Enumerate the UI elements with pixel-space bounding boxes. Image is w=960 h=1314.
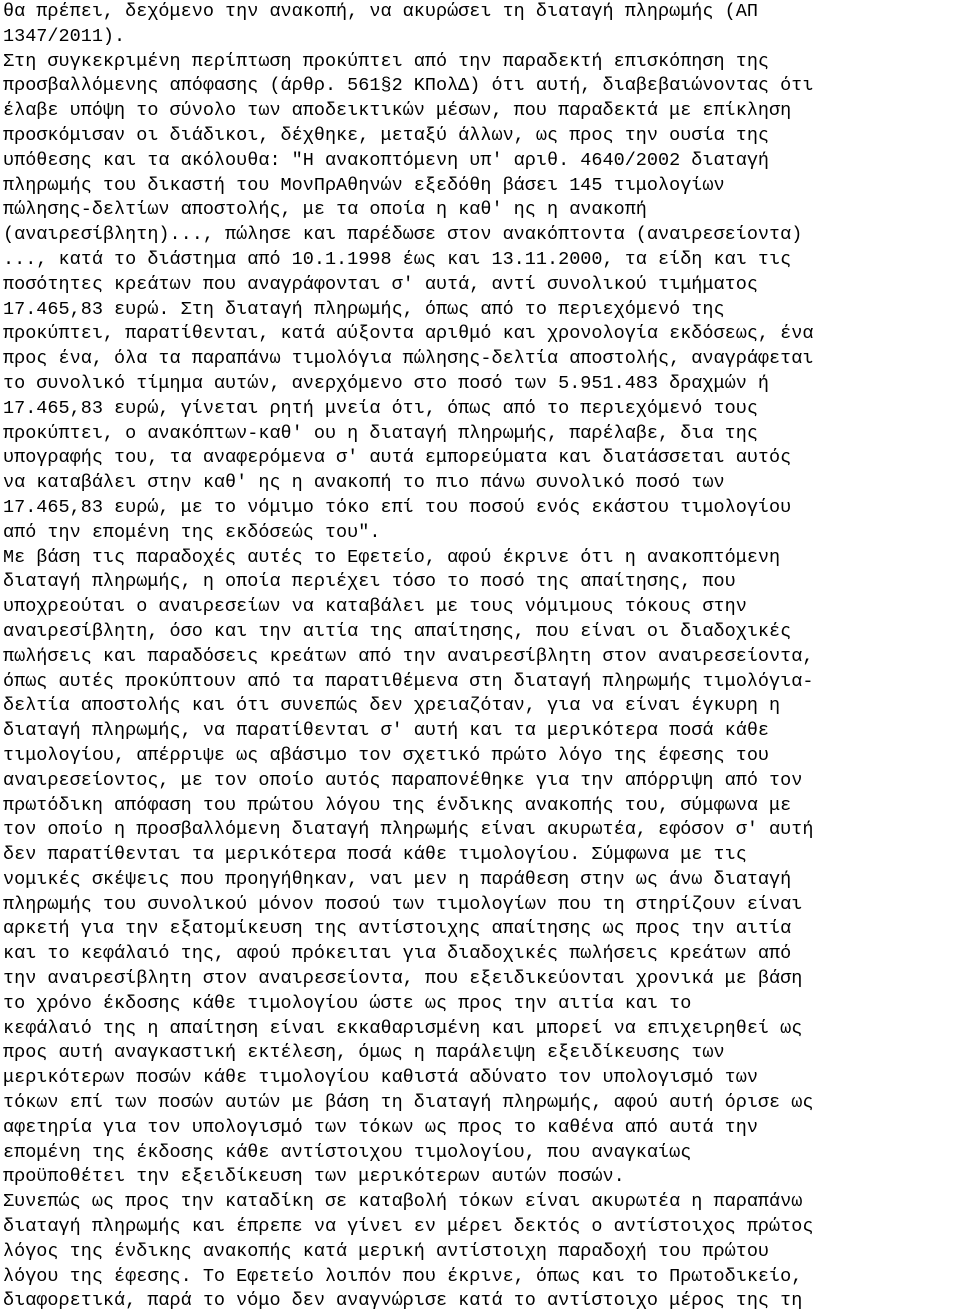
text-line: έλαβε υπόψη το σύνολο των αποδεικτικών μέσων, που παραδεκτά με επίκληση — [3, 100, 792, 122]
text-line: μερικότερων ποσών κάθε τιμολογίου καθιστά αδύνατο τον υπολογισμό των — [3, 1067, 758, 1089]
text-line: Με βάση τις παραδοχές αυτές το Εφετείο, αφού έκρινε ότι η ανακοπτόμενη — [3, 546, 781, 568]
text-line: αρκετή για την εξατομίκευση της αντίστοιχης απαίτησης ως προς την αιτία — [3, 918, 792, 940]
text-line: δεν παρατίθενται τα μερικότερα ποσά κάθε τιμολογίου. Σύμφωνα με τις — [3, 844, 747, 866]
text-line: όπως αυτές προκύπτουν από τα παρατιθέμενα στη διαταγή πληρωμής τιμολόγια- — [3, 670, 814, 692]
text-line: και το κεφάλαιό της, αφού πρόκειται για διαδοχικές πωλήσεις κρεάτων από — [3, 943, 792, 965]
text-line: λόγου της έφεσης. Το Εφετείο λοιπόν που έκρινε, όπως και το Πρωτοδικείο, — [3, 1265, 803, 1287]
text-line: πληρωμής του συνολικού μόνον ποσού των τιμολογίων που τη στηρίζουν είναι — [3, 893, 803, 915]
text-line: (αναιρεσίβλητη)..., πώλησε και παρέδωσε στον ανακόπτοντα (αναιρεσείοντα) — [3, 224, 803, 246]
text-line: το συνολικό τίμημα αυτών, ανερχόμενο στο ποσό των 5.951.483 δραχμών ή — [3, 372, 770, 394]
text-line: να καταβάλει στην καθ' ης η ανακοπή το πιο πάνω συνολικό ποσό των — [3, 472, 725, 494]
text-line: 17.465,83 ευρώ. Στη διαταγή πληρωμής, όπως από το περιεχόμενό της — [3, 298, 725, 320]
text-line: διαταγή πληρωμής και έπρεπε να γίνει εν μέρει δεκτός ο αντίστοιχος πρώτος — [3, 1216, 814, 1238]
text-line: την αναιρεσίβλητη στον αναιρεσείοντα, που εξειδικεύονται χρονικά με βάση — [3, 968, 803, 990]
text-line: επομένη της έκδοσης κάθε αντίστοιχου τιμολογίου, που αναγκαίως — [3, 1141, 692, 1163]
text-line: διαφορετικά, παρά το νόμο δεν αναγνώρισε κατά το αντίστοιχο μέρος της τη — [3, 1290, 803, 1312]
text-line: προς ένα, όλα τα παραπάνω τιμολόγια πώλησης-δελτία αποστολής, αναγράφεται — [3, 348, 814, 370]
text-line: Συνεπώς ως προς την καταδίκη σε καταβολή τόκων είναι ακυρωτέα η παραπάνω — [3, 1191, 803, 1213]
text-line: τιμολογίου, απέρριψε ως αβάσιμο τον σχετικό πρώτο λόγο της έφεσης του — [3, 744, 770, 766]
text-line: θα πρέπει, δεχόμενο την ανακοπή, να ακυρώσει τη διαταγή πληρωμής (ΑΠ — [3, 1, 758, 22]
text-line: διαταγή πληρωμής, να παρατίθενται σ' αυτή και τα μερικότερα ποσά κάθε — [3, 720, 770, 742]
text-line: τόκων επί των ποσών αυτών με βάση τη διαταγή πληρωμής, αφού αυτή όρισε ως — [3, 1092, 814, 1114]
text-line: προσκόμισαν οι διάδικοι, δέχθηκε, μεταξύ άλλων, ως προς την ουσία της — [3, 124, 770, 146]
text-line: 17.465,83 ευρώ, με το νόμιμο τόκο επί του ποσού ενός εκάστου τιμολογίου — [3, 496, 792, 518]
text-line: κεφάλαιό της η απαίτηση είναι εκκαθαρισμένη και μπορεί να επιχειρηθεί ως — [3, 1017, 803, 1039]
text-line: πωλήσεις και παραδόσεις κρεάτων από την αναιρεσίβλητη στον αναιρεσείοντα, — [3, 645, 814, 667]
text-line: λόγος της ένδικης ανακοπής κατά μερική αντίστοιχη παραδοχή του πρώτου — [3, 1240, 770, 1262]
text-line: το χρόνο έκδοσης κάθε τιμολογίου ώστε ως προς την αιτία και το — [3, 992, 692, 1014]
text-line: υπόθεσης και τα ακόλουθα: "Η ανακοπτόμενη υπ' αριθ. 4640/2002 διαταγή — [3, 149, 770, 171]
text-line: αναιρεσείοντος, με τον οποίο αυτός παραπονέθηκε για την απόρριψη από τον — [3, 769, 803, 791]
text-line: προκύπτει, ο ανακόπτων-καθ' ου η διαταγή πληρωμής, παρέλαβε, δια της — [3, 422, 758, 444]
text-line: πώλησης-δελτίων αποστολής, με τα οποία η καθ' ης η ανακοπή — [3, 199, 647, 221]
text-line: δελτία αποστολής και ότι συνεπώς δεν χρειαζόταν, για να είναι έγκυρη η — [3, 695, 781, 717]
text-line: ποσότητες κρεάτων που αναγράφονται σ' αυτά, αντί συνολικού τιμήματος — [3, 273, 758, 295]
text-line: πληρωμής του δικαστή του ΜονΠρΑθηνών εξεδόθη βάσει 145 τιμολογίων — [3, 174, 725, 196]
text-line: 17.465,83 ευρώ, γίνεται ρητή μνεία ότι, όπως από το περιεχόμενό τους — [3, 397, 758, 419]
text-line: προκύπτει, παρατίθενται, κατά αύξοντα αριθμό και χρονολογία εκδόσεως, ένα — [3, 323, 814, 345]
text-line: προϋποθέτει την εξειδίκευση των μερικότερων αυτών ποσών. — [3, 1166, 625, 1188]
text-line: υποχρεούται ο αναιρεσείων να καταβάλει με τους νόμιμους τόκους στην — [3, 596, 747, 618]
text-line: υπογραφής του, τα αναφερόμενα σ' αυτά εμπορεύματα και διατάσσεται αυτός — [3, 447, 792, 469]
text-line: τον οποίο η προσβαλλόμενη διαταγή πληρωμής είναι ακυρωτέα, εφόσον σ' αυτή — [3, 819, 814, 841]
text-line: αφετηρία για τον υπολογισμό των τόκων ως προς το καθένα από αυτά την — [3, 1116, 758, 1138]
text-line: 1347/2011). — [3, 25, 126, 47]
text-line: προσβαλλόμενης απόφασης (άρθρ. 561§2 ΚΠολΔ) ότι αυτή, διαβεβαιώνοντας ότι — [3, 75, 814, 97]
text-line: προς αυτή αναγκαστική εκτέλεση, όμως η παράλειψη εξειδίκευσης των — [3, 1042, 725, 1064]
text-line: πρωτόδικη απόφαση του πρώτου λόγου της ένδικης ανακοπής του, σύμφωνα με — [3, 794, 792, 816]
text-line: Στη συγκεκριμένη περίπτωση προκύπτει από την παραδεκτή επισκόπηση της — [3, 50, 770, 72]
text-line: ..., κατά το διάστημα από 10.1.1998 έως και 13.11.2000, τα είδη και τις — [3, 248, 792, 270]
text-line: από την επομένη της εκδόσεώς του". — [3, 521, 381, 543]
text-line: αναιρεσίβλητη, όσο και την αιτία της απαίτησης, που είναι οι διαδοχικές — [3, 620, 792, 642]
text-line: διαταγή πληρωμής, η οποία περιέχει τόσο το ποσό της απαίτησης, που — [3, 571, 736, 593]
document-body — [3, 0, 957, 1314]
text-line: νομικές σκέψεις που προηγήθηκαν, ναι μεν η παράθεση στην ως άνω διαταγή — [3, 868, 792, 890]
